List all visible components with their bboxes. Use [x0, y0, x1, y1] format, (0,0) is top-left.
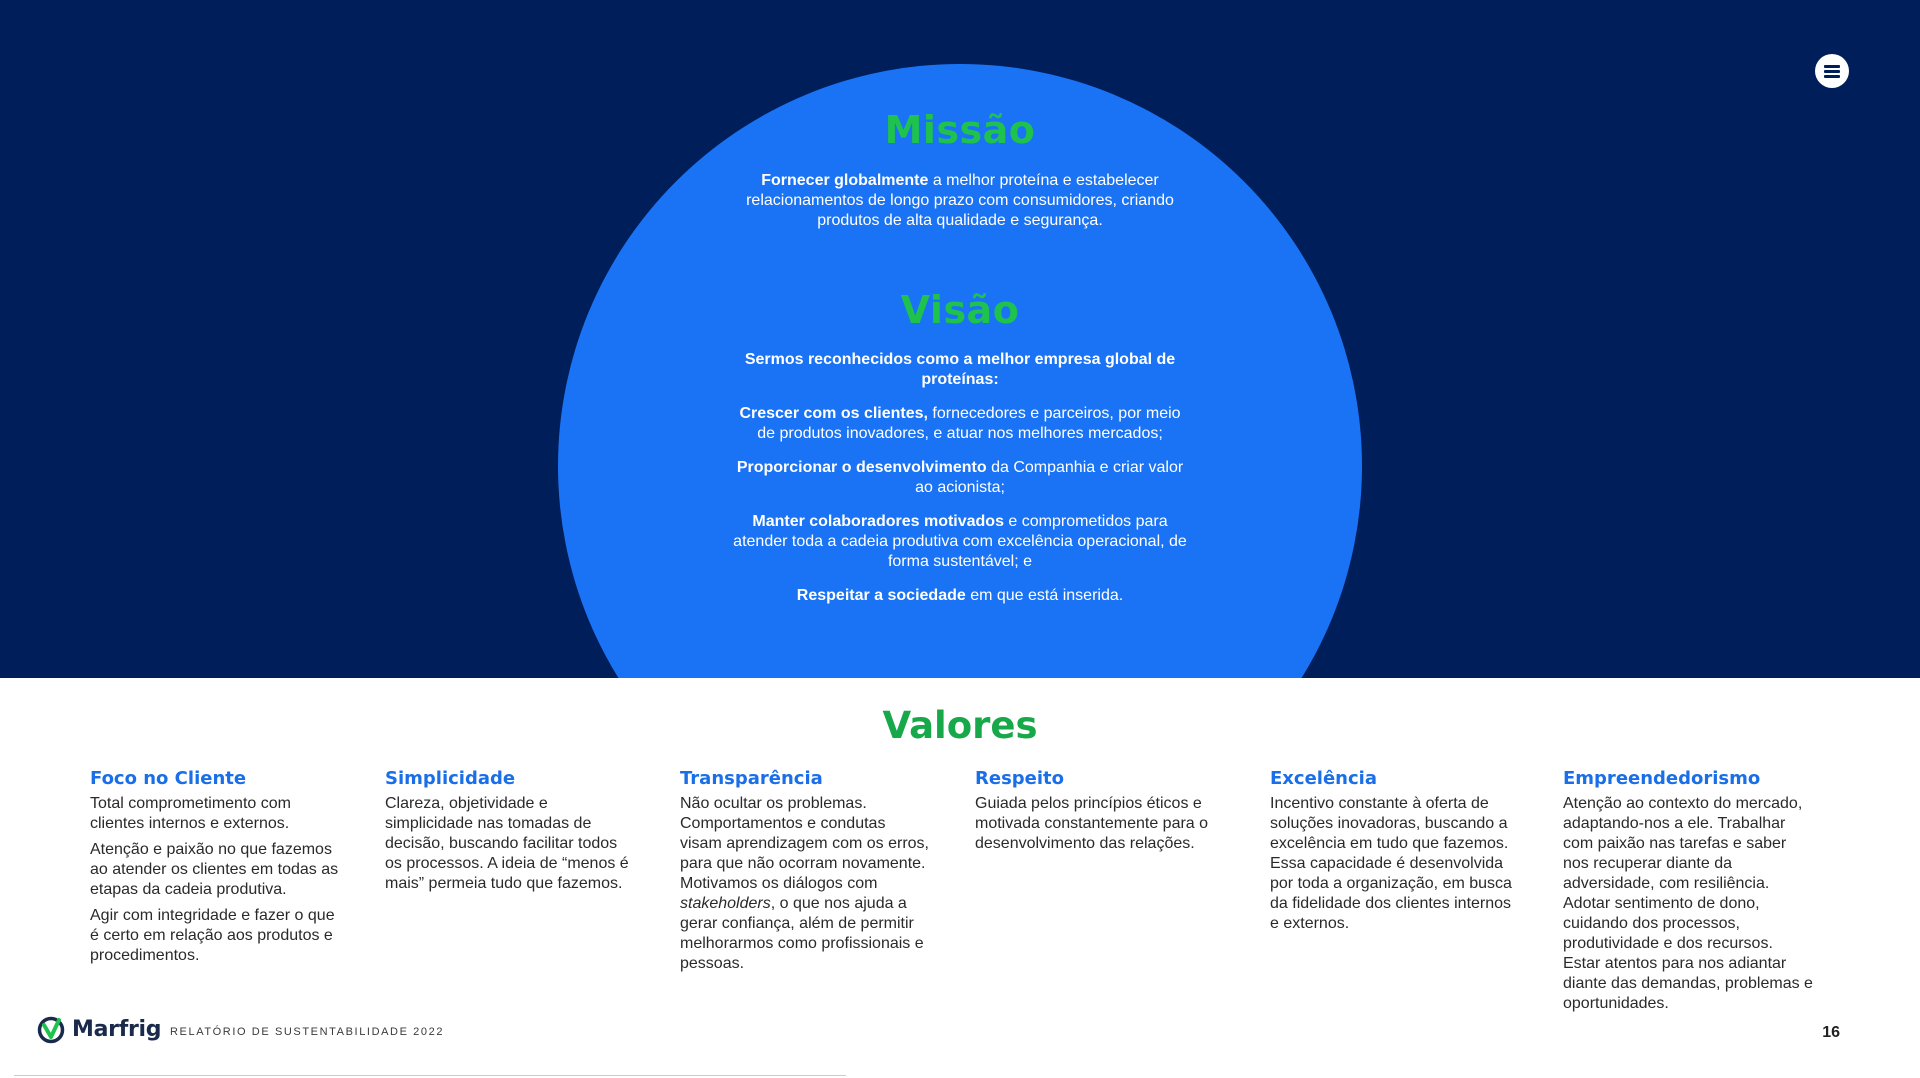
- vision-item: [730, 512, 1190, 572]
- vision-item-rest: da Companhia e criar valor ao acionista;: [915, 459, 1184, 496]
- marfrig-logo-icon: [36, 1016, 66, 1044]
- vision-intro-text: Sermos reconhecidos como a melhor empresa global de proteínas:: [744, 351, 1176, 388]
- value-column-simplicidade: [385, 766, 635, 900]
- value-text: [680, 794, 930, 974]
- value-text: Agir com integridade e fazer o que é certo em relação aos produtos e procedimentos.: [90, 907, 335, 964]
- vision-item-bold: Respeitar a sociedade: [796, 587, 966, 604]
- value-text-start: Não ocultar os problemas. Comportamentos e condutas visam aprendizagem com os erros, para que não ocorram novamente. Motivamos os diálogos com: [680, 795, 929, 892]
- mission-rest: a melhor proteína e estabelecer relacionamentos de longo prazo com consumidores, criando produtos de alta qualidade e segurança.: [746, 172, 1174, 229]
- value-text: Clareza, objetividade e simplicidade nas tomadas de decisão, buscando facilitar todos os processos. A ideia de “menos é mais” permeia tudo que fazemos.: [385, 795, 629, 892]
- value-text: Total comprometimento com clientes internos e externos.: [90, 795, 291, 832]
- vision-block: [730, 350, 1190, 620]
- value-column-foco-no-cliente: [90, 766, 340, 972]
- vision-item-rest: em que está inserida.: [965, 587, 1124, 604]
- value-title: Respeito: [975, 768, 1065, 789]
- vision-item-bold: Crescer com os clientes,: [739, 405, 928, 422]
- value-title: Transparência: [680, 768, 823, 789]
- value-text: Incentivo constante à oferta de soluções inovadoras, buscando a excelência em tudo que fazemos. Essa capacidade é desenvolvida por toda a organização, em busca da fidelidade dos clientes internos e externos.: [1270, 795, 1512, 932]
- mission-bold: Fornecer globalmente: [761, 172, 929, 189]
- vision-item-bold: Manter colaboradores motivados: [752, 513, 1004, 530]
- vision-item-bold: Proporcionar o desenvolvimento: [736, 459, 987, 476]
- value-title: Simplicidade: [385, 768, 516, 789]
- vision-item-rest: fornecedores e parceiros, por meio de produtos inovadores, e atuar nos melhores mercados;: [757, 405, 1181, 442]
- value-column-transparencia: [680, 766, 930, 980]
- value-title: Excelência: [1270, 768, 1377, 789]
- vision-item: [730, 586, 1190, 606]
- value-text: Guiada pelos princípios éticos e motivada constantemente para o desenvolvimento das relações.: [975, 795, 1209, 852]
- vision-item: [730, 404, 1190, 444]
- report-label: RELATÓRIO DE SUSTENTABILIDADE 2022: [170, 1026, 445, 1038]
- value-column-excelencia: [1270, 766, 1520, 940]
- values-title: Valores: [882, 704, 1038, 747]
- value-title: Empreendedorismo: [1563, 768, 1761, 789]
- divider: [14, 1075, 846, 1076]
- value-text: Atenção ao contexto do mercado, adaptando-nos a ele. Trabalhar com paixão nas tarefas e saber nos recuperar diante da adversidade, com resiliência. Adotar sentimento de dono, cuidando dos processos, produtividade e dos recursos. Estar atentos para nos adiantar diante das demandas, problemas e oportunidades.: [1563, 795, 1813, 1012]
- vision-title: Visão: [900, 288, 1020, 332]
- page-number: 16: [1822, 1024, 1840, 1041]
- mission-text: [730, 171, 1190, 231]
- value-text-end: , o que nos ajuda a gerar confiança, além de permitir melhorarmos como profissionais e pessoas.: [680, 895, 924, 972]
- value-column-empreendedorismo: [1563, 766, 1813, 1020]
- value-column-respeito: [975, 766, 1225, 860]
- vision-intro: [730, 350, 1190, 390]
- value-text-italic: stakeholders: [680, 895, 771, 912]
- menu-icon[interactable]: [1815, 54, 1849, 88]
- vision-item-rest: e comprometidos para atender toda a cadeia produtiva com excelência operacional, de forma sustentável; e: [733, 513, 1187, 570]
- value-text: Atenção e paixão no que fazemos ao atender os clientes em todas as etapas da cadeia produtiva.: [90, 841, 339, 898]
- brand-name: Marfrig: [72, 1017, 162, 1042]
- vision-item: [730, 458, 1190, 498]
- mission-title: Missão: [884, 108, 1036, 152]
- value-title: Foco no Cliente: [90, 768, 247, 789]
